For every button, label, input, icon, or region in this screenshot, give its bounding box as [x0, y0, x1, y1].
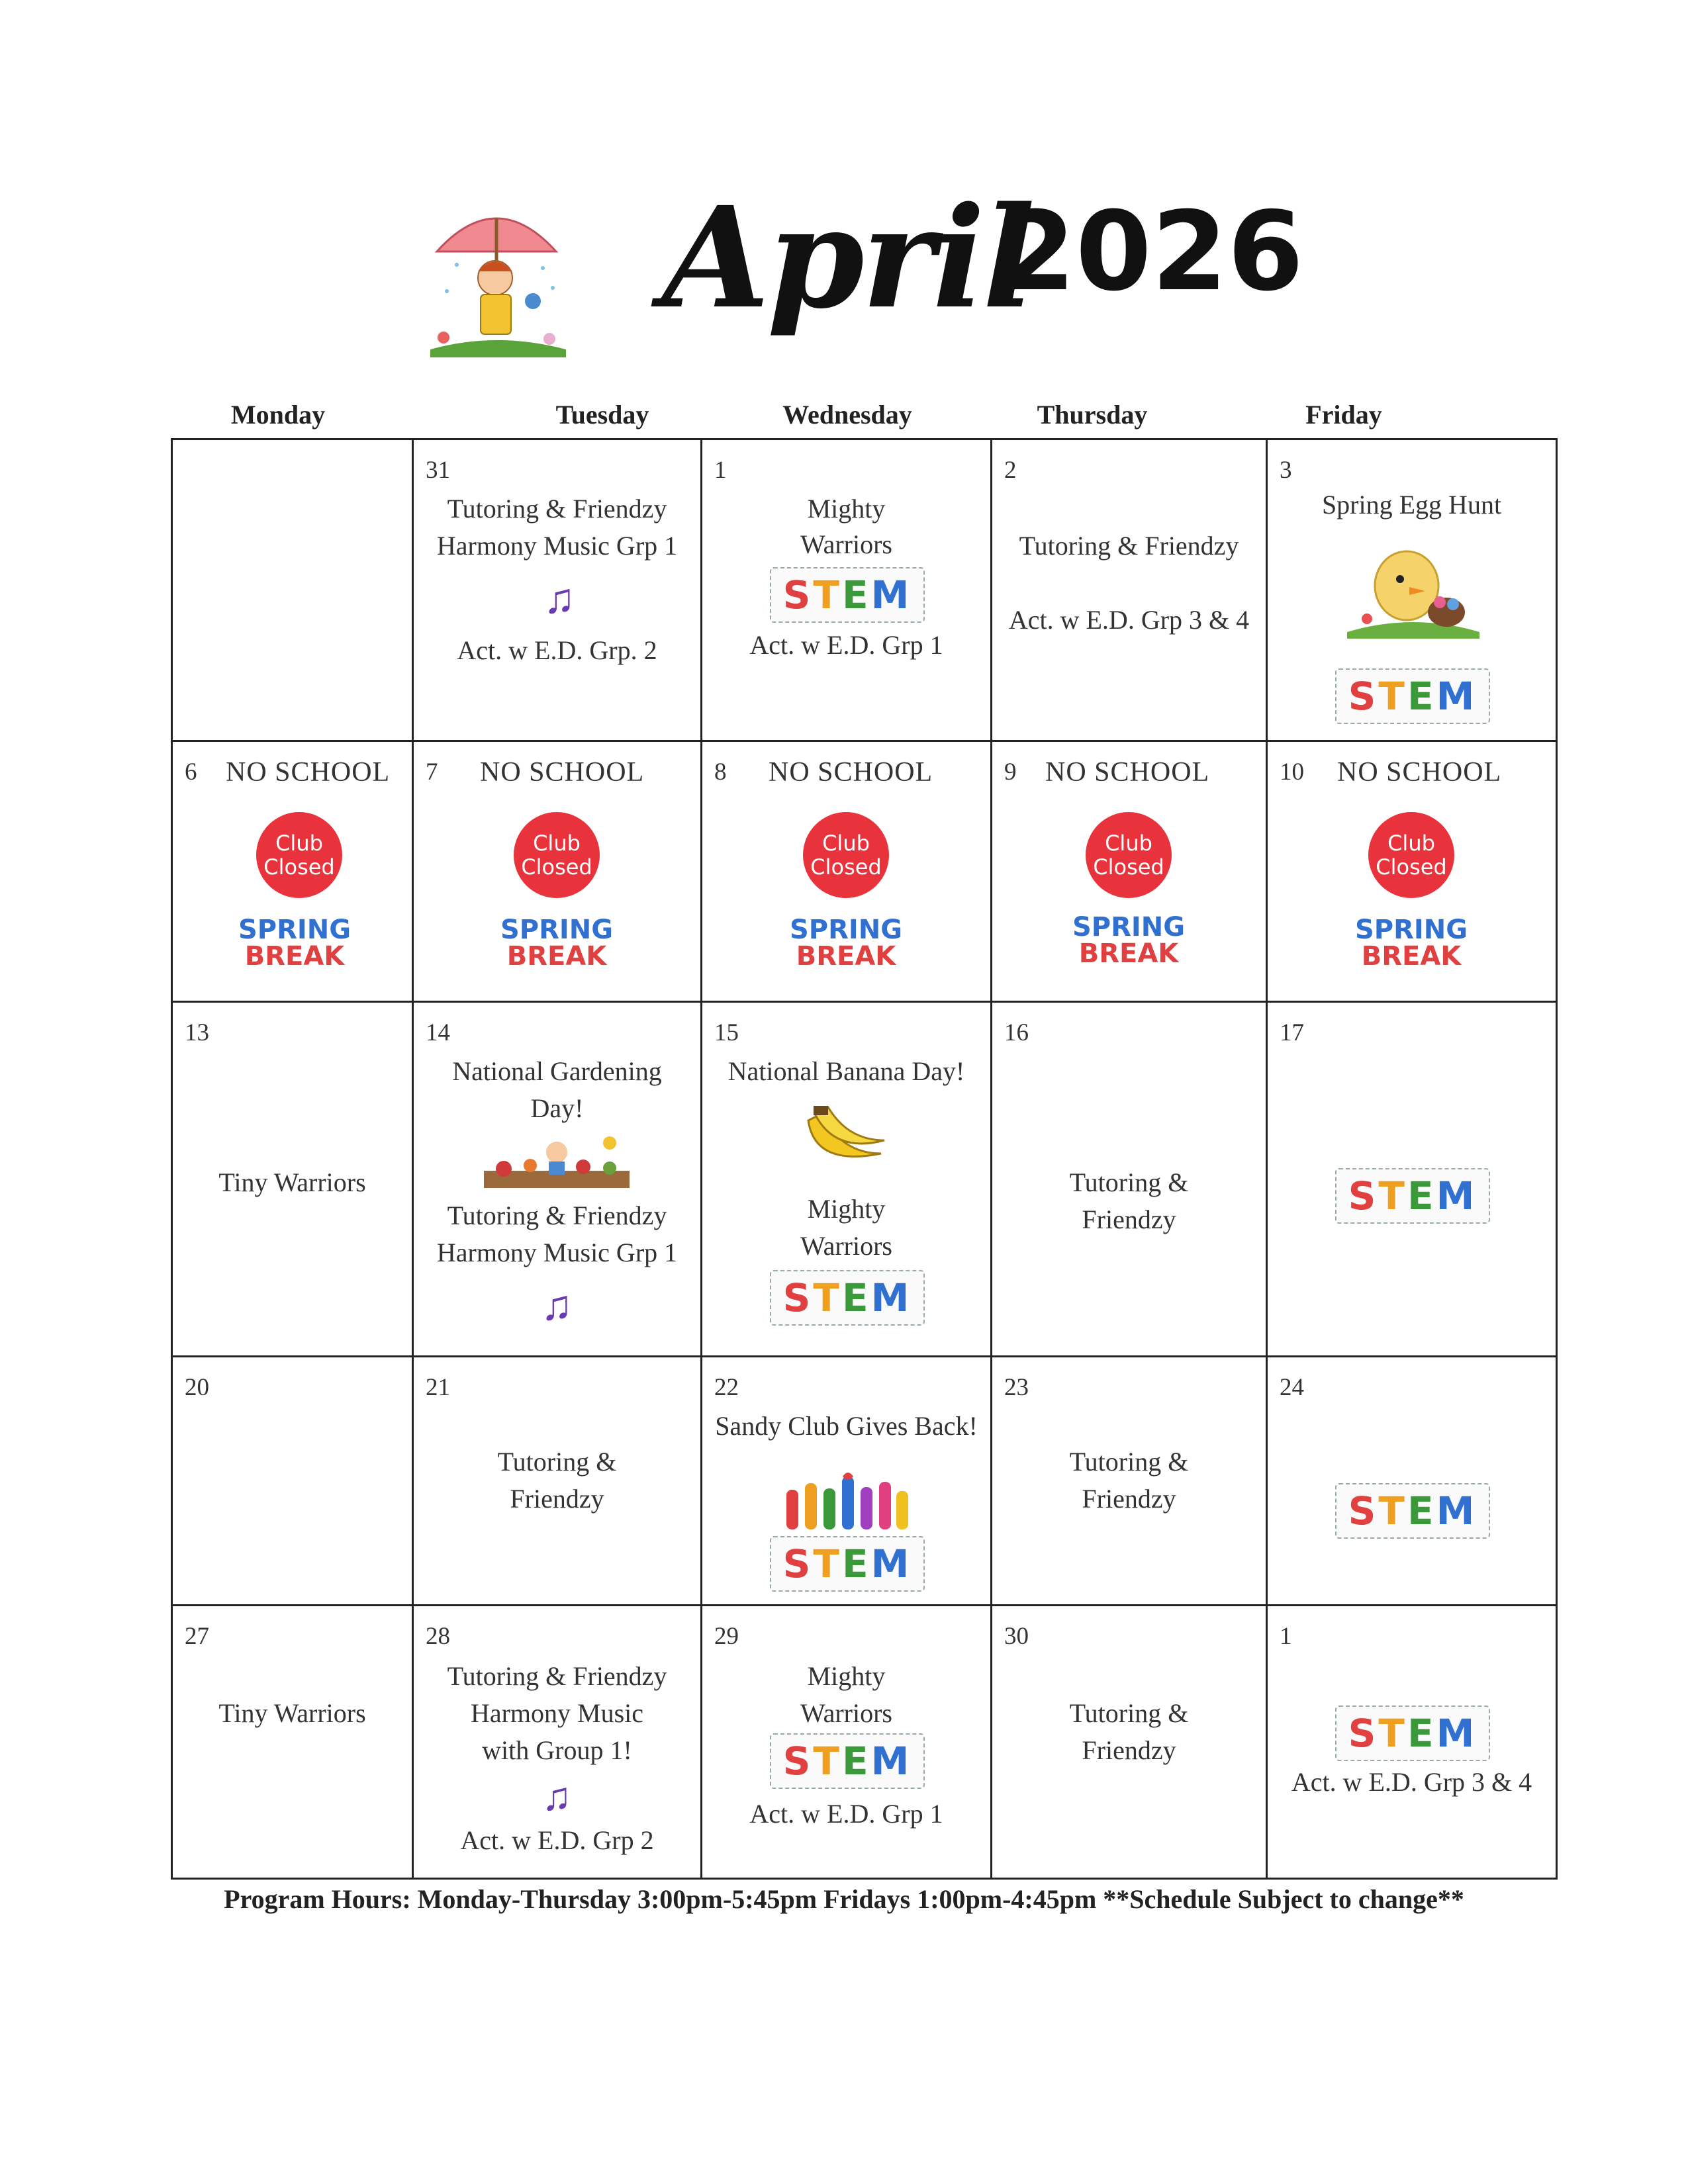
title-month: April	[662, 176, 1033, 340]
day-number: 1	[714, 457, 727, 484]
header-tuesday: Tuesday	[555, 400, 649, 430]
event-text: Friendzy	[510, 1484, 604, 1514]
day-cell-may-1[interactable]	[1268, 1606, 1556, 1878]
day-cell-22[interactable]	[702, 1357, 990, 1604]
event-text: Warriors	[800, 1231, 892, 1261]
day-number: 16	[1004, 1019, 1029, 1046]
no-school-label: NO SCHOOL	[1337, 757, 1502, 788]
day-cell-15[interactable]	[702, 1003, 990, 1355]
day-number: 3	[1280, 457, 1292, 484]
banana-icon	[802, 1101, 888, 1173]
day-cell-17[interactable]	[1268, 1003, 1556, 1355]
event-text: Act. w E.D. Grp 1	[749, 630, 943, 660]
day-number: 30	[1004, 1623, 1029, 1650]
event-text: Tutoring &	[1069, 1447, 1189, 1477]
no-school-label: NO SCHOOL	[769, 757, 933, 788]
garden-icon	[484, 1132, 630, 1188]
day-cell-2[interactable]	[992, 440, 1266, 740]
event-text: Tutoring & Friendzy	[1019, 531, 1239, 561]
spring-break-logo: SPRING BREAK	[1354, 915, 1468, 972]
day-number: 23	[1004, 1374, 1029, 1401]
event-text: Tutoring &	[1069, 1167, 1189, 1197]
event-text: Day!	[530, 1093, 584, 1123]
day-number: 27	[185, 1623, 209, 1650]
day-cell-20[interactable]	[173, 1357, 412, 1604]
event-text: Act. w E.D. Grp 2	[460, 1825, 654, 1855]
event-text: Tutoring &	[1069, 1698, 1189, 1728]
stem-logo: STEM	[770, 1733, 925, 1789]
day-cell-13[interactable]	[173, 1003, 412, 1355]
day-number: 20	[185, 1374, 209, 1401]
day-number: 24	[1280, 1374, 1304, 1401]
day-number: 22	[714, 1374, 739, 1401]
event-text: Harmony Music Grp 1	[436, 531, 678, 561]
event-text: Tutoring & Friendzy	[447, 1661, 667, 1691]
spring-break-logo: SPRING BREAK	[500, 915, 614, 972]
club-closed-badge: Club Closed	[1086, 812, 1172, 898]
header-friday: Friday	[1305, 400, 1382, 430]
stem-logo: STEM	[770, 1536, 925, 1592]
event-text: Tutoring &	[497, 1447, 617, 1477]
header-thursday: Thursday	[1037, 400, 1148, 430]
day-cell-1[interactable]	[702, 440, 990, 740]
event-text: Tutoring & Friendzy	[447, 1201, 667, 1230]
event-text: Warriors	[800, 1698, 892, 1728]
day-number: 10	[1280, 758, 1304, 786]
day-number: 8	[714, 758, 727, 786]
header-wednesday: Wednesday	[782, 400, 912, 430]
stem-logo: STEM	[1335, 1483, 1490, 1539]
no-school-label: NO SCHOOL	[226, 757, 391, 788]
event-text: Tiny Warriors	[218, 1698, 366, 1728]
event-text: Act. w E.D. Grp 3 & 4	[1008, 605, 1250, 635]
no-school-label: NO SCHOOL	[1045, 757, 1210, 788]
spring-break-logo: SPRING BREAK	[238, 915, 352, 972]
event-text: Tutoring & Friendzy	[447, 494, 667, 523]
stem-logo: STEM	[1335, 668, 1490, 724]
raised-hands-icon	[780, 1470, 912, 1529]
day-cell-empty	[173, 440, 412, 740]
program-hours-footer: Program Hours: Monday-Thursday 3:00pm-5:45pm Fridays 1:00pm-4:45pm **Schedule Subject to change**	[224, 1884, 1464, 1914]
day-cell-9[interactable]	[992, 742, 1266, 1001]
day-cell-14[interactable]	[414, 1003, 700, 1355]
day-number: 31	[426, 457, 450, 484]
day-number: 2	[1004, 457, 1017, 484]
event-text: Sandy Club Gives Back!	[715, 1411, 978, 1441]
club-closed-badge: Club Closed	[1368, 812, 1454, 898]
easter-chick-icon	[1347, 533, 1479, 639]
event-text: Warriors	[800, 529, 892, 559]
event-text: Mighty	[807, 494, 886, 523]
day-cell-27[interactable]	[173, 1606, 412, 1878]
event-text: Harmony Music	[470, 1698, 644, 1728]
event-text: with Group 1!	[482, 1735, 632, 1765]
stem-logo: STEM	[1335, 1706, 1490, 1761]
event-text: Mighty	[807, 1194, 886, 1224]
music-notes-icon: ♫	[541, 1775, 572, 1819]
calendar-title	[662, 159, 1304, 357]
event-text: Tiny Warriors	[218, 1167, 366, 1197]
event-text: National Banana Day!	[727, 1056, 965, 1086]
day-number: 13	[185, 1019, 209, 1046]
stem-logo: STEM	[1335, 1168, 1490, 1224]
event-text: Act. w E.D. Grp 1	[749, 1799, 943, 1829]
day-number: 17	[1280, 1019, 1304, 1046]
no-school-label: NO SCHOOL	[480, 757, 645, 788]
title-year: 2026	[1000, 188, 1304, 315]
day-cell-7[interactable]	[414, 742, 700, 1001]
event-text: Spring Egg Hunt	[1321, 490, 1502, 520]
club-closed-badge: Club Closed	[803, 812, 889, 898]
day-cell-31[interactable]	[414, 440, 700, 740]
day-number: 7	[426, 758, 438, 786]
day-number: 29	[714, 1623, 739, 1650]
day-number: 15	[714, 1019, 739, 1046]
music-notes-icon: ♫	[541, 1282, 573, 1329]
stem-logo: STEM	[770, 1270, 925, 1326]
music-notes-icon: ♫	[543, 575, 575, 622]
day-cell-29[interactable]	[702, 1606, 990, 1878]
spring-break-logo: SPRING BREAK	[789, 915, 903, 972]
stem-logo: STEM	[770, 567, 925, 623]
day-cell-8[interactable]	[702, 742, 990, 1001]
day-cell-3[interactable]	[1268, 440, 1556, 740]
day-number: 14	[426, 1019, 450, 1046]
spring-break-logo: SPRING BREAK	[1072, 912, 1186, 969]
event-text: Harmony Music Grp 1	[436, 1238, 678, 1267]
day-cell-10[interactable]	[1268, 742, 1556, 1001]
day-cell-28[interactable]	[414, 1606, 700, 1878]
event-text: Friendzy	[1082, 1205, 1176, 1234]
event-text: Act. w E.D. Grp. 2	[457, 635, 657, 665]
day-cell-16[interactable]	[992, 1003, 1266, 1355]
header-monday: Monday	[230, 400, 326, 430]
day-number: 1	[1280, 1623, 1292, 1650]
day-cell-21[interactable]	[414, 1357, 700, 1604]
event-text: Friendzy	[1082, 1735, 1176, 1765]
day-cell-6[interactable]	[173, 742, 412, 1001]
event-text: Friendzy	[1082, 1484, 1176, 1514]
day-number: 6	[185, 758, 197, 786]
club-closed-badge: Club Closed	[256, 812, 342, 898]
day-cell-23[interactable]	[992, 1357, 1266, 1604]
club-closed-badge: Club Closed	[514, 812, 600, 898]
umbrella-girl-illustration	[417, 192, 576, 364]
event-text: Mighty	[807, 1661, 886, 1691]
day-number: 21	[426, 1374, 450, 1401]
event-text: National Gardening	[452, 1056, 662, 1086]
event-text: Act. w E.D. Grp 3 & 4	[1291, 1767, 1532, 1797]
day-number: 9	[1004, 758, 1017, 786]
day-number: 28	[426, 1623, 450, 1650]
day-cell-24[interactable]	[1268, 1357, 1556, 1604]
day-cell-30[interactable]	[992, 1606, 1266, 1878]
